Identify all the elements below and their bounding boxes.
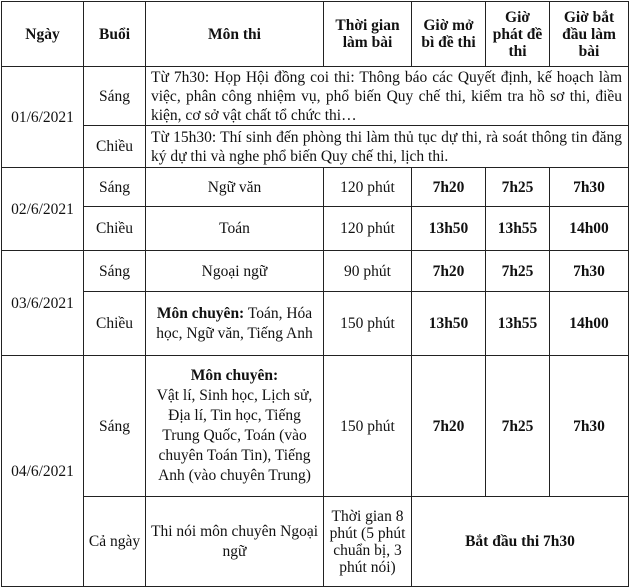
table-row	[2, 251, 629, 292]
session-cell: Sáng	[84, 251, 146, 292]
subject-list: Toán, Hóa học, Ngữ văn, Tiếng Anh	[156, 304, 313, 342]
issue-time-cell: 7h25	[486, 251, 550, 292]
duration-cell: Thời gian 8 phút (5 phút chuẩn bị, 3 phút nói)	[324, 497, 412, 587]
subject-label: Môn chuyên:	[190, 367, 279, 384]
table-row	[2, 356, 629, 497]
subject-label: Môn chuyên:	[156, 304, 245, 322]
activity-text: Từ 15h30: Thí sinh đến phòng thi làm thủ tục dự thi, rà soát thông tin đăng ký dự thi và nghe phổ biến Quy chế thi, lịch thi.	[146, 126, 629, 168]
start-time-cell: 7h30	[550, 168, 629, 207]
duration-cell: 90 phút	[324, 251, 412, 292]
subject-cell	[146, 292, 324, 356]
session-cell: Sáng	[84, 67, 146, 126]
session-cell: Cả ngày	[84, 497, 146, 587]
header-row	[2, 2, 629, 67]
header-session: Buổi	[84, 2, 146, 67]
table-row	[2, 67, 629, 126]
start-time-cell: 7h30	[550, 356, 629, 497]
open-time-cell: 13h50	[412, 292, 486, 356]
activity-text: Từ 7h30: Họp Hội đồng coi thi: Thông báo các Quyết định, kế hoạch làm việc, phân công nhiệm vụ, phổ biến Quy chế thi, kiểm tra hồ sơ thi, điều kiện, cơ sở vật chất tổ chức thi…	[146, 67, 629, 126]
table-row	[2, 497, 629, 587]
open-time-cell: 7h20	[412, 168, 486, 207]
session-cell: Sáng	[84, 168, 146, 207]
open-time-cell: 13h50	[412, 207, 486, 251]
date-cell: 03/6/2021	[2, 251, 84, 356]
header-start-time: Giờ bắt đầu làm bài	[550, 2, 629, 67]
session-cell: Chiều	[84, 207, 146, 251]
table-row	[2, 207, 629, 251]
header-issue-time: Giờ phát đề thi	[486, 2, 550, 67]
duration-cell: 150 phút	[324, 292, 412, 356]
exam-schedule-table	[1, 1, 629, 587]
header-subject: Môn thi	[146, 2, 324, 67]
header-open-time: Giờ mở bì đề thi	[412, 2, 486, 67]
date-cell: 01/6/2021	[2, 67, 84, 168]
subject-cell: Ngữ văn	[146, 168, 324, 207]
subject-cell: Toán	[146, 207, 324, 251]
table-row	[2, 126, 629, 168]
session-cell: Chiều	[84, 292, 146, 356]
session-cell: Chiều	[84, 126, 146, 168]
session-cell: Sáng	[84, 356, 146, 497]
subject-cell: Thi nói môn chuyên Ngoại ngữ	[146, 497, 324, 587]
table-row	[2, 292, 629, 356]
start-note-cell: Bắt đầu thi 7h30	[412, 497, 629, 587]
table-row	[2, 168, 629, 207]
header-duration: Thời gian làm bài	[324, 2, 412, 67]
open-time-cell: 7h20	[412, 356, 486, 497]
issue-time-cell: 13h55	[486, 207, 550, 251]
date-cell: 02/6/2021	[2, 168, 84, 251]
header-date: Ngày	[2, 2, 84, 67]
subject-list: Vật lí, Sinh học, Lịch sử, Địa lí, Tin học, Tiếng Trung Quốc, Toán (vào chuyên Toán Tin), Tiếng Anh (vào chuyên Trung)	[156, 387, 313, 484]
open-time-cell: 7h20	[412, 251, 486, 292]
subject-cell: Ngoại ngữ	[146, 251, 324, 292]
duration-cell: 120 phút	[324, 168, 412, 207]
subject-cell	[146, 356, 324, 497]
issue-time-cell: 13h55	[486, 292, 550, 356]
start-time-cell: 14h00	[550, 292, 629, 356]
date-cell: 04/6/2021	[2, 356, 84, 587]
issue-time-cell: 7h25	[486, 168, 550, 207]
start-time-cell: 14h00	[550, 207, 629, 251]
duration-cell: 150 phút	[324, 356, 412, 497]
issue-time-cell: 7h25	[486, 356, 550, 497]
start-time-cell: 7h30	[550, 251, 629, 292]
duration-cell: 120 phút	[324, 207, 412, 251]
